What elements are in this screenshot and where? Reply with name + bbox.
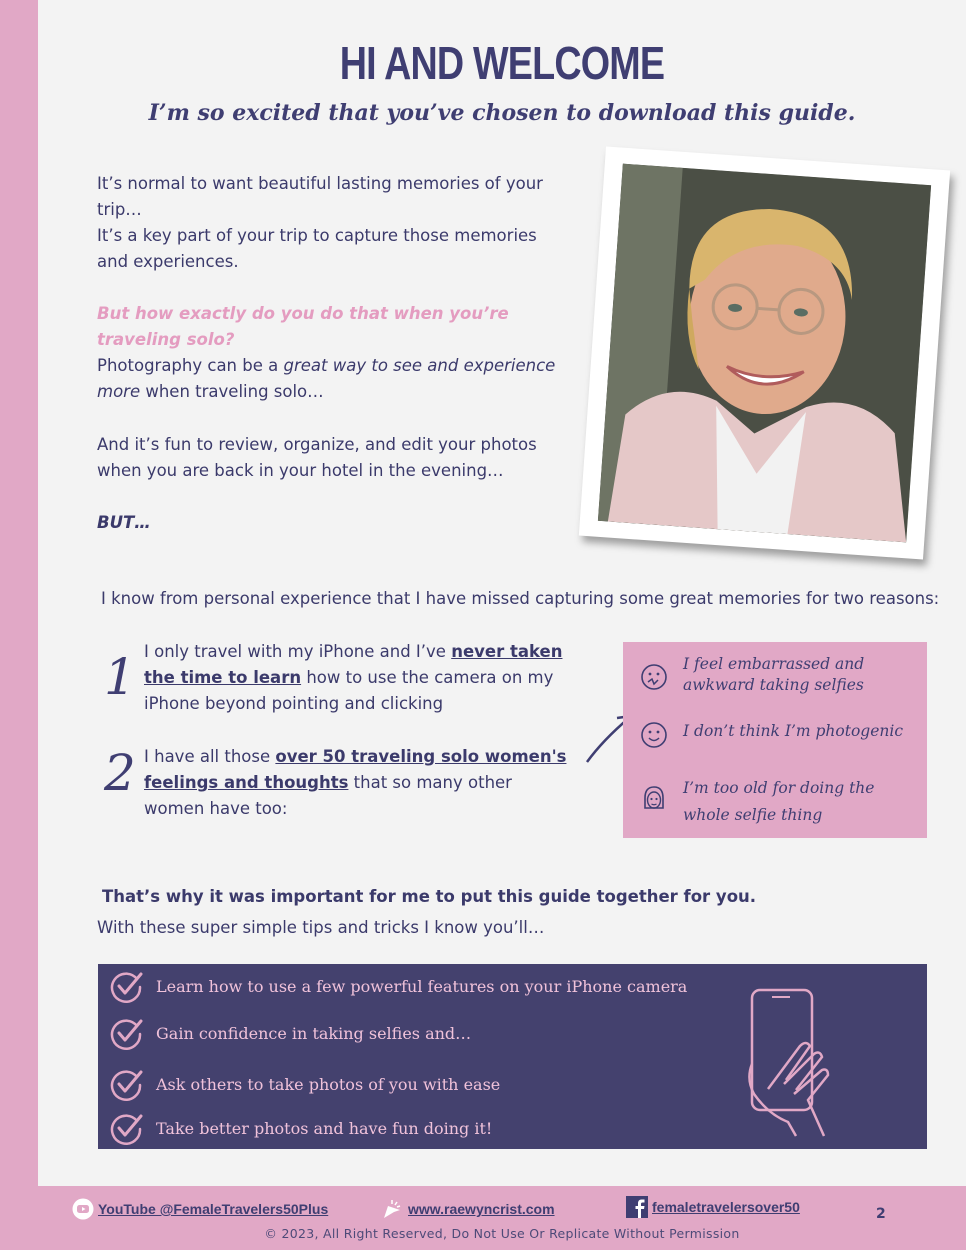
embarrassed-face-icon — [639, 662, 669, 692]
reason-2: I have all those over 50 traveling solo women's feelings and thoughts that so many other women have too: — [144, 747, 567, 818]
intro-paragraph-2: It’s a key part of your trip to capture those memories and experiences. — [97, 226, 537, 271]
benefit-item-1 — [108, 968, 687, 1004]
page-subtitle: I’m so excited that you’ve chosen to download this guide. — [148, 100, 856, 126]
youtube-icon — [72, 1198, 94, 1220]
benefit-text-1: Learn how to use a few powerful features on your iPhone camera — [156, 976, 688, 996]
checkmark-circle-icon — [108, 968, 144, 1004]
portrait-photo — [598, 164, 931, 543]
reasons-intro: I know from personal experience that I have missed capturing some great memories for two reasons: — [101, 589, 940, 608]
benefit-item-3 — [108, 1066, 500, 1102]
benefit-item-2 — [108, 1015, 471, 1051]
benefit-text-3: Ask others to take photos of you with ease — [156, 1074, 501, 1094]
facebook-link-text[interactable]: femaletravelersover50 — [652, 1199, 800, 1215]
benefit-text-4: Take better photos and have fun doing it! — [156, 1118, 493, 1138]
copyright-notice: © 2023, All Right Reserved, Do Not Use Or Replicate Without Permission — [264, 1226, 740, 1241]
portrait-photo-frame — [579, 146, 950, 559]
reason-number-1: 1 — [104, 648, 136, 706]
feeling-item-1: I feel embarrassed and awkward taking selfies — [683, 655, 865, 694]
youtube-link-text[interactable]: YouTube @FemaleTravelers50Plus — [98, 1201, 329, 1217]
facebook-link[interactable] — [626, 1196, 800, 1218]
reason-1: I only travel with my iPhone and I’ve never taken the time to learn how to use the camera on my iPhone beyond pointing and clicking — [144, 642, 563, 713]
website-link-text[interactable]: www.raewyncrist.com — [408, 1201, 555, 1217]
older-woman-face-icon — [639, 784, 669, 814]
benefits-box — [98, 964, 927, 1149]
checkmark-circle-icon — [108, 1110, 144, 1146]
facebook-icon — [626, 1196, 648, 1218]
intro-but: BUT… — [97, 513, 151, 532]
why-text: With these super simple tips and tricks I know you’ll… — [97, 918, 545, 937]
feeling-item-3: I’m too old for doing the whole selfie thing — [683, 779, 875, 824]
cursor-click-icon — [380, 1198, 404, 1220]
youtube-link[interactable] — [72, 1198, 328, 1220]
hand-holding-phone-icon — [738, 984, 838, 1139]
intro-paragraph-5: And it’s fun to review, organize, and edit your photos when you are back in your hotel in the evening… — [97, 435, 537, 480]
checkmark-circle-icon — [108, 1015, 144, 1051]
why-heading: That’s why it was important for me to put this guide together for you. — [102, 887, 757, 906]
website-link[interactable] — [380, 1198, 555, 1220]
feeling-item-2: I don’t think I’m photogenic — [683, 722, 904, 740]
page-title: HI AND WELCOME — [339, 37, 665, 89]
intro-question: But how exactly do you do that when you’re traveling solo? — [97, 304, 509, 349]
intro-paragraph-4: Photography can be a great way to see and experience more when traveling solo… — [97, 356, 556, 401]
awkward-smile-face-icon — [639, 720, 669, 750]
feelings-box — [623, 642, 927, 838]
benefit-item-4 — [108, 1110, 492, 1146]
benefit-text-2: Gain confidence in taking selfies and… — [156, 1023, 472, 1043]
left-accent-strip — [0, 0, 38, 1250]
page-footer — [38, 1186, 966, 1250]
checkmark-circle-icon — [108, 1066, 144, 1102]
reason-number-2: 2 — [104, 744, 136, 802]
page-number: 2 — [876, 1206, 886, 1222]
intro-paragraph-1: It’s normal to want beautiful lasting memories of your trip… — [97, 174, 543, 219]
